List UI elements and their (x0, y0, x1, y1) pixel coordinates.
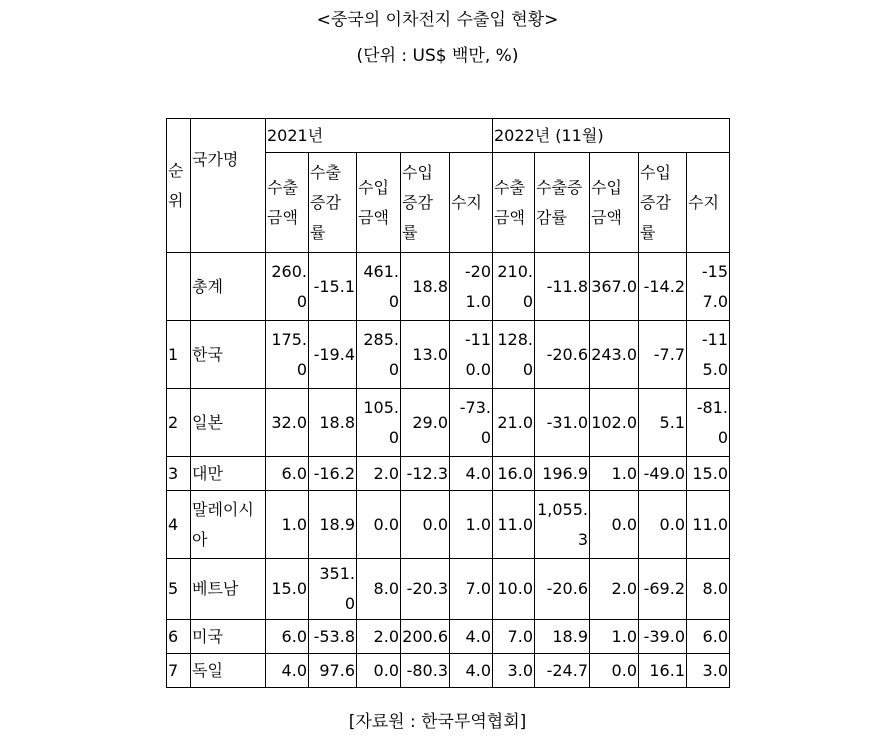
cell-value: 18.9 (535, 620, 590, 654)
header-2022-export-amount: 수출금액 (493, 153, 535, 253)
cell-value: 200.6 (401, 620, 450, 654)
cell-value: 15.0 (266, 559, 309, 620)
cell-value: 351.0 (309, 559, 357, 620)
cell-value: -20.6 (535, 559, 590, 620)
header-2022-export-growth: 수출증감률 (535, 153, 590, 253)
cell-value: 10.0 (493, 559, 535, 620)
cell-country: 일본 (191, 389, 266, 457)
cell-value: 1.0 (266, 491, 309, 559)
cell-value: 243.0 (590, 321, 639, 389)
cell-value: 1.0 (590, 620, 639, 654)
cell-value: 4.0 (450, 654, 493, 688)
cell-value: -49.0 (639, 457, 687, 491)
cell-value: 2.0 (357, 457, 401, 491)
cell-value: 2.0 (357, 620, 401, 654)
header-2021-import-amount: 수입금액 (357, 153, 401, 253)
cell-rank: 5 (167, 559, 191, 620)
header-2021-export-amount: 수출금액 (266, 153, 309, 253)
cell-value: 11.0 (687, 491, 730, 559)
table-row-korea (167, 321, 730, 389)
cell-value: -81.0 (687, 389, 730, 457)
cell-value: 15.0 (687, 457, 730, 491)
cell-value: 18.8 (309, 389, 357, 457)
cell-value: 11.0 (493, 491, 535, 559)
cell-value: -15.1 (309, 253, 357, 321)
cell-value: 0.0 (590, 654, 639, 688)
cell-rank: 7 (167, 654, 191, 688)
cell-value: 4.0 (266, 654, 309, 688)
cell-value: 128.0 (493, 321, 535, 389)
cell-value: 29.0 (401, 389, 450, 457)
header-2022-import-amount: 수입금액 (590, 153, 639, 253)
table-row-total (167, 253, 730, 321)
cell-value: 16.1 (639, 654, 687, 688)
cell-value: 461.0 (357, 253, 401, 321)
header-2021-balance: 수지 (450, 153, 493, 253)
header-rank: 순위 (167, 119, 191, 253)
cell-value: -20.6 (535, 321, 590, 389)
cell-value: 6.0 (266, 620, 309, 654)
cell-value: 3.0 (493, 654, 535, 688)
cell-country: 대만 (191, 457, 266, 491)
table-row-taiwan (167, 457, 730, 491)
cell-value: 18.8 (401, 253, 450, 321)
cell-value: -20.3 (401, 559, 450, 620)
header-2022-import-growth: 수입증감률 (639, 153, 687, 253)
cell-value: -19.4 (309, 321, 357, 389)
table-row-germany (167, 654, 730, 688)
cell-value: -53.8 (309, 620, 357, 654)
table-row-japan (167, 389, 730, 457)
cell-value: -14.2 (639, 253, 687, 321)
cell-value: 0.0 (590, 491, 639, 559)
cell-value: -69.2 (639, 559, 687, 620)
header-country: 국가명 (191, 119, 266, 253)
trade-table (166, 118, 730, 688)
cell-value: 18.9 (309, 491, 357, 559)
header-2022-balance: 수지 (687, 153, 730, 253)
cell-value: 4.0 (450, 457, 493, 491)
cell-value: 16.0 (493, 457, 535, 491)
cell-value: 8.0 (357, 559, 401, 620)
header-row-years (167, 119, 730, 153)
cell-rank: 4 (167, 491, 191, 559)
cell-country: 한국 (191, 321, 266, 389)
cell-country: 총계 (191, 253, 266, 321)
unit-note: (단위 : US$ 백만, %) (356, 46, 519, 66)
cell-value: 1.0 (450, 491, 493, 559)
cell-rank: 1 (167, 321, 191, 389)
cell-value: 7.0 (450, 559, 493, 620)
cell-value: 260.0 (266, 253, 309, 321)
cell-value: 196.9 (535, 457, 590, 491)
cell-value: -12.3 (401, 457, 450, 491)
cell-country: 말레이시아 (191, 491, 266, 559)
cell-value: -80.3 (401, 654, 450, 688)
cell-value: -24.7 (535, 654, 590, 688)
cell-value: -7.7 (639, 321, 687, 389)
cell-value: -31.0 (535, 389, 590, 457)
cell-value: 8.0 (687, 559, 730, 620)
cell-value: 0.0 (357, 654, 401, 688)
table-row-usa (167, 620, 730, 654)
cell-value: -73.0 (450, 389, 493, 457)
cell-value: -39.0 (639, 620, 687, 654)
cell-value: -201.0 (450, 253, 493, 321)
cell-value: -16.2 (309, 457, 357, 491)
cell-country: 독일 (191, 654, 266, 688)
cell-value: 0.0 (639, 491, 687, 559)
source-note: [자료원 : 한국무역협회] (348, 712, 527, 732)
cell-value: 6.0 (687, 620, 730, 654)
cell-rank: 3 (167, 457, 191, 491)
table-title: <중국의 이차전지 수출입 현황> (316, 10, 559, 30)
cell-rank: 2 (167, 389, 191, 457)
cell-value: 7.0 (493, 620, 535, 654)
cell-value: 175.0 (266, 321, 309, 389)
cell-rank: 6 (167, 620, 191, 654)
cell-value: 13.0 (401, 321, 450, 389)
cell-value: 0.0 (357, 491, 401, 559)
header-2021-import-growth: 수입증감률 (401, 153, 450, 253)
cell-value: -11.8 (535, 253, 590, 321)
cell-value: 2.0 (590, 559, 639, 620)
cell-value: -157.0 (687, 253, 730, 321)
cell-rank (167, 253, 191, 321)
cell-value: -110.0 (450, 321, 493, 389)
cell-value: 4.0 (450, 620, 493, 654)
cell-value: 102.0 (590, 389, 639, 457)
cell-value: 97.6 (309, 654, 357, 688)
cell-value: 32.0 (266, 389, 309, 457)
header-2021-export-growth: 수출증감률 (309, 153, 357, 253)
table-row-vietnam (167, 559, 730, 620)
cell-value: 21.0 (493, 389, 535, 457)
cell-value: -115.0 (687, 321, 730, 389)
table-row-malaysia (167, 491, 730, 559)
cell-value: 285.0 (357, 321, 401, 389)
cell-country: 미국 (191, 620, 266, 654)
cell-value: 1.0 (590, 457, 639, 491)
cell-value: 6.0 (266, 457, 309, 491)
cell-value: 1,055.3 (535, 491, 590, 559)
cell-value: 5.1 (639, 389, 687, 457)
cell-value: 367.0 (590, 253, 639, 321)
header-year-2021: 2021년 (266, 119, 493, 153)
cell-value: 105.0 (357, 389, 401, 457)
cell-value: 210.0 (493, 253, 535, 321)
header-year-2022: 2022년 (11월) (493, 119, 730, 153)
cell-country: 베트남 (191, 559, 266, 620)
cell-value: 0.0 (401, 491, 450, 559)
cell-value: 3.0 (687, 654, 730, 688)
